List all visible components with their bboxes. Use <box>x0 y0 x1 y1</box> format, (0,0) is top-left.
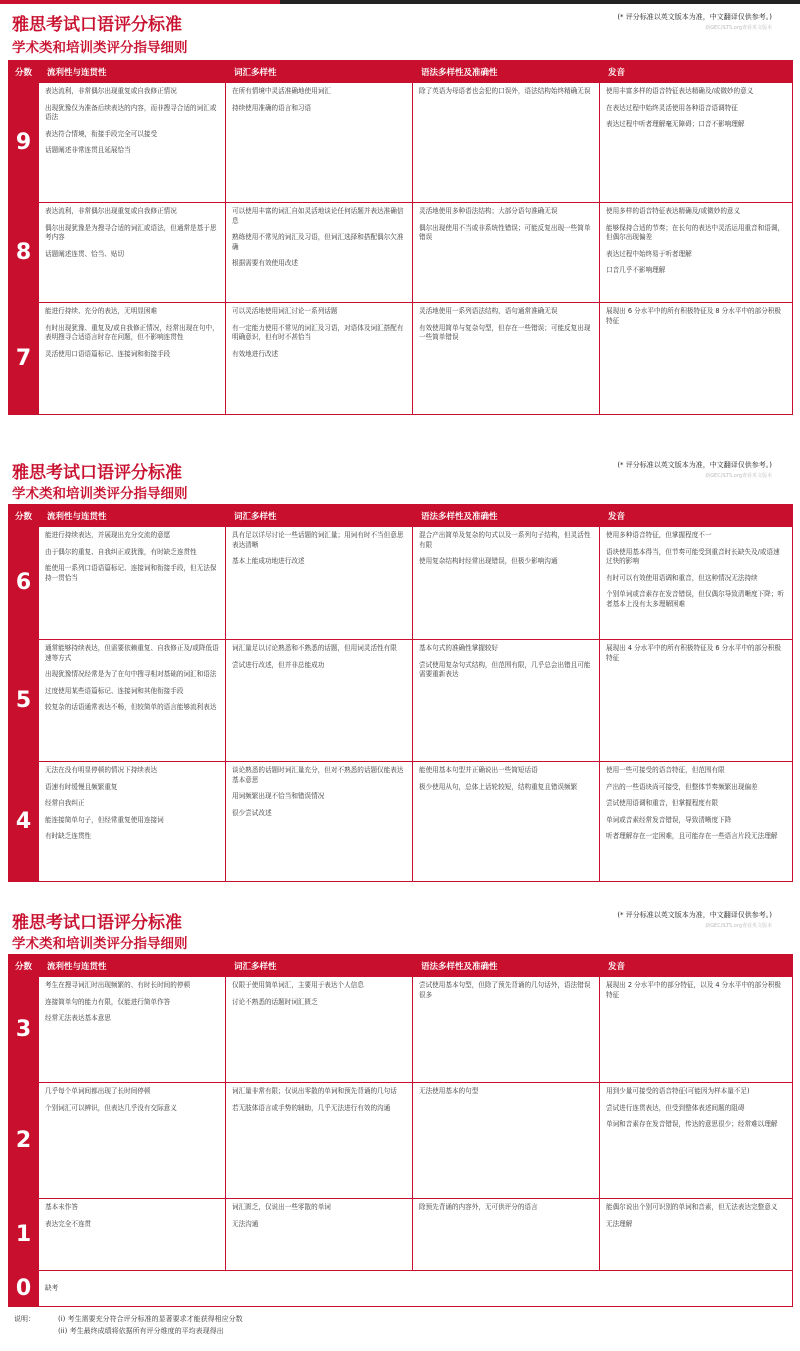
table-row <box>9 977 793 1083</box>
descriptor-text: 词汇匮乏，仅说出一些零散的单词 <box>232 1203 331 1211</box>
table-row <box>9 1199 793 1271</box>
descriptor-text: 展现出 2 分水平中的部分特征，以及 4 分水平中的部分积极特征 <box>606 981 782 999</box>
grammar-cell <box>413 527 600 640</box>
col-fluency: 流利性与连贯性 <box>39 505 226 527</box>
watermark: 新GEC/ILTS.org查看英文版本 <box>705 25 772 31</box>
grammar-cell <box>413 203 600 303</box>
descriptor-text: 展现出 6 分水平中的所有积极特征及 8 分水平中的部分积极特征 <box>606 307 782 325</box>
grammar-cell <box>413 640 600 762</box>
descriptor-text: 偶尔出现犹豫是为搜寻合适的词汇或语法，但通常是基于思考内容 <box>45 223 217 242</box>
col-grammar: 语法多样性及准确性 <box>413 955 600 977</box>
descriptor-text: 表达流利，非常偶尔出现重复或自我修正情况 <box>45 207 177 215</box>
translation-note: (* 评分标准以英文版本为准，中文翻译仅供参考。) <box>617 911 772 919</box>
fluency-cell <box>39 977 226 1083</box>
descriptor-text: 话题阐述连贯、恰当、贴切 <box>45 249 125 258</box>
descriptor-text: 尝试进行连贯表达，但受到整体表述间题的阻碍 <box>606 1103 745 1112</box>
descriptor-text: 混合产出简单及复杂的句式以及一系列句子结构，但灵活性有限 <box>419 531 591 549</box>
score-cell: 2 <box>9 1083 39 1199</box>
descriptor-text: 灵活地使用一系列语法结构，语句通常准确无误 <box>419 307 558 315</box>
descriptor-text: 尝试使用复杂句式结构，但范围有限，几乎总会出错且可能需要重新表达 <box>419 660 591 679</box>
descriptor-text: 过度使用某些语篇标记、连接词和其他衔接手段 <box>45 686 184 695</box>
score-cell: 5 <box>9 640 39 762</box>
descriptor-text: 词汇量非常有限；仅说出零散的单词和预先背诵的几句话 <box>232 1087 397 1095</box>
descriptor-text: 熟练使用不常见的词汇及习语，但词汇选择和搭配偶尔欠准确 <box>232 233 404 251</box>
table-row-zero <box>9 1271 793 1307</box>
descriptor-text: 几乎每个单词间都出现了长时间停顿 <box>45 1087 151 1095</box>
fluency-cell <box>39 83 226 203</box>
fluency-cell <box>39 762 226 882</box>
descriptor-text: 可以灵活地使用词汇讨论一系列话题 <box>232 307 338 315</box>
descriptor-text: 由于偶尔的重复、自我纠正或犹豫，有时缺乏连贯性 <box>45 547 197 556</box>
fluency-cell <box>39 203 226 303</box>
table-row <box>9 762 793 882</box>
descriptor-text: 表达流利，非常偶尔出现重复或自我修正情况 <box>45 87 177 95</box>
score-cell: 6 <box>9 527 39 640</box>
col-pronunciation: 发音 <box>600 61 793 83</box>
fluency-cell <box>39 1199 226 1271</box>
criteria-table <box>8 954 793 1307</box>
fluency-cell <box>39 640 226 762</box>
descriptor-text: 考生在搜寻词汇时出现频繁的、有时长时间的停顿 <box>45 981 191 989</box>
descriptor-text: 用到少量可接受的语音特征(可能因为样本量不足) <box>606 1087 750 1095</box>
page-title: 雅思考试口语评分标准 <box>12 463 182 483</box>
table-row <box>9 203 793 303</box>
col-score: 分数 <box>9 61 39 83</box>
col-fluency: 流利性与连贯性 <box>39 61 226 83</box>
descriptor-text: 有一定能力使用不常见的词汇及习语，对语体及词汇搭配有明确意识，但有时不甚恰当 <box>232 323 404 342</box>
page-title: 雅思考试口语评分标准 <box>12 913 182 933</box>
section-3 <box>8 904 792 1304</box>
col-fluency: 流利性与连贯性 <box>39 955 226 977</box>
pronunciation-cell <box>600 303 793 415</box>
table-header <box>9 505 793 527</box>
pronunciation-cell <box>600 762 793 882</box>
descriptor-text: 基本句式的准确性掌握较好 <box>419 644 499 652</box>
descriptor-text: 听者理解存在一定困难，且可能存在一些语言片段无法理解 <box>606 832 778 841</box>
descriptor-text: 尝试使用基本句型，但除了预先背诵的几句话外，语法错误很多 <box>419 981 591 999</box>
descriptor-text: 表达完全不连贯 <box>45 1219 92 1228</box>
col-grammar: 语法多样性及准确性 <box>413 61 600 83</box>
criteria-table <box>8 60 793 415</box>
descriptor-text: 较复杂的话语通常表达不畅，但较简单的语言能够流利表达 <box>45 703 217 712</box>
descriptor-text: 经常自我纠正 <box>45 799 85 808</box>
descriptor-text: 基本上能成功地进行改述 <box>232 557 305 566</box>
grammar-cell <box>413 762 600 882</box>
descriptor-text: 可以使用丰富的词汇自如灵活地谈论任何话题并表达准确信息 <box>232 207 404 225</box>
descriptor-text: 有时可以有效使用语调和重音，但这种情况无法持续 <box>606 573 758 582</box>
score-cell: 0 <box>9 1271 39 1307</box>
descriptor-text: 表达符合情境，衔接手段完全可以接受 <box>45 129 158 138</box>
table-row <box>9 303 793 415</box>
descriptor-text: 持续使用准确的语言和习语 <box>232 103 312 112</box>
descriptor-text: 根据需要有效使用改述 <box>232 259 298 268</box>
lexical-cell <box>226 762 413 882</box>
col-lexical: 词汇多样性 <box>226 505 413 527</box>
watermark: 新GEC/ILTS.org查看英文版本 <box>705 473 772 479</box>
grammar-cell <box>413 303 600 415</box>
descriptor-text: 除了英语为母语者也会犯的口误外，语法结构始终精确无误 <box>419 87 591 95</box>
col-pronunciation: 发音 <box>600 955 793 977</box>
descriptor-text: 极少使用从句，总体上话轮较短，结构重复且错误频繁 <box>419 782 578 791</box>
section-1 <box>8 6 792 426</box>
translation-note: (* 评分标准以英文版本为准，中文翻译仅供参考。) <box>617 461 772 469</box>
descriptor-text: 能使用一系列口语语篇标记、连接词和衔接手段，但无法保持一贯恰当 <box>45 564 217 582</box>
descriptor-text: 话题阐述非常连贯且延展恰当 <box>45 146 131 155</box>
col-score: 分数 <box>9 955 39 977</box>
descriptor-text: 能进行持续、充分的表达，无明显困难 <box>45 307 158 315</box>
descriptor-text: 单词或音素经常发音错误，导致清晰度下降 <box>606 815 732 824</box>
descriptor-text: 个别单词或音素存在发音错误，但仅偶尔导致清晰度下降；听者基本上没有太多理解困难 <box>606 590 785 608</box>
descriptor-text: 灵活使用口语语篇标记、连接词和衔接手段 <box>45 349 171 358</box>
descriptor-text: 若无肢体语言或手势的辅助，几乎无法进行有效的沟通 <box>232 1103 391 1112</box>
footnote-label: 说明： <box>14 1315 35 1323</box>
descriptor-text: 无法使用基本的句型 <box>419 1087 479 1095</box>
descriptor-text: 出现犹豫仅为准备后续表达的内容，而非搜寻合适的词汇或语法 <box>45 103 217 122</box>
descriptor-text: 使用丰富多样的语音特征表达精确及/或微妙的意义 <box>606 87 754 95</box>
descriptor-text: 讨论不熟悉的话题时词汇匮乏 <box>232 997 318 1006</box>
descriptor-text: 在所有情境中灵活准确地使用词汇 <box>232 87 331 95</box>
descriptor-text: 有时出现犹豫、重复及/或自我修正情况，经常出现在句中，表明搜寻合适语言时存在问题，但不影响连贯性 <box>45 323 219 342</box>
col-lexical: 词汇多样性 <box>226 955 413 977</box>
col-grammar: 语法多样性及准确性 <box>413 505 600 527</box>
descriptor-text: 无法理解 <box>606 1219 633 1228</box>
lexical-cell <box>226 203 413 303</box>
descriptor-text: 灵活地使用多种语法结构；大部分语句准确无误 <box>419 207 558 215</box>
pronunciation-cell <box>600 527 793 640</box>
page-subtitle: 学术类和培训类评分指导细则 <box>12 936 188 952</box>
descriptor-text: 表达过程中始终易于听者理解 <box>606 249 692 258</box>
descriptor-text: 有时缺乏连贯性 <box>45 832 92 841</box>
col-score: 分数 <box>9 505 39 527</box>
page-title: 雅思考试口语评分标准 <box>12 15 182 35</box>
descriptor-text: 有效使用简单与复杂句型，但存在一些错误；可能反复出现一些简单错误 <box>419 323 591 342</box>
pronunciation-cell <box>600 1199 793 1271</box>
table-row <box>9 1083 793 1199</box>
descriptor-text: 在表达过程中始终灵活使用各种语音语调特征 <box>606 103 738 112</box>
descriptor-text: 有效地进行改述 <box>232 349 279 358</box>
translation-note: (* 评分标准以英文版本为准，中文翻译仅供参考。) <box>617 13 772 21</box>
score-cell: 1 <box>9 1199 39 1271</box>
pronunciation-cell <box>600 203 793 303</box>
lexical-cell <box>226 83 413 203</box>
descriptor-text: 词汇量足以讨论熟悉和不熟悉的话题，但用词灵活性有限 <box>232 644 397 652</box>
score-cell: 7 <box>9 303 39 415</box>
descriptor-text: 口音几乎不影响理解 <box>606 266 666 275</box>
pronunciation-cell <box>600 640 793 762</box>
zero-text: 缺考 <box>39 1271 793 1307</box>
descriptor-text: 出现犹豫情况经常是为了在句中搜寻相对基础的词汇和语法 <box>45 670 217 679</box>
score-cell: 3 <box>9 977 39 1083</box>
descriptor-text: 使用复杂结构时经常出现错误，但极少影响沟通 <box>419 557 558 566</box>
descriptor-text: 基本未作答 <box>45 1203 78 1211</box>
descriptor-text: 使用一些可接受的语音特征，但范围有限 <box>606 766 725 774</box>
score-cell: 9 <box>9 83 39 203</box>
section-2 <box>8 454 792 894</box>
top-bar <box>0 0 800 4</box>
footnote-item: (ii) 考生最终成绩将依据所有评分维度的平均表现得出 <box>58 1327 224 1335</box>
fluency-cell <box>39 303 226 415</box>
pronunciation-cell <box>600 83 793 203</box>
col-pronunciation: 发音 <box>600 505 793 527</box>
descriptor-text: 展现出 4 分水平中的所有积极特征及 6 分水平中的部分积极特征 <box>606 644 782 662</box>
descriptor-text: 使用多样的语音特征表达精确及/或微妙的意义 <box>606 207 741 215</box>
table-row <box>9 527 793 640</box>
lexical-cell <box>226 527 413 640</box>
score-cell: 4 <box>9 762 39 882</box>
descriptor-text: 个别词汇可以辨识，但表达几乎没有交际意义 <box>45 1103 177 1112</box>
criteria-table <box>8 504 793 882</box>
descriptor-text: 无法在没有明显停顿的情况下持续表达 <box>45 766 158 774</box>
footnote-item: (i) 考生需要充分符合评分标准的显著要求才能获得相应分数 <box>58 1315 243 1323</box>
descriptor-text: 通常能够持续表达，但需要依赖重复、自我修正及/或降低语速等方式 <box>45 644 219 662</box>
descriptor-text: 语速有时缓慢且频繁重复 <box>45 782 118 791</box>
footnotes <box>14 1314 714 1346</box>
lexical-cell <box>226 1083 413 1199</box>
grammar-cell <box>413 977 600 1083</box>
pronunciation-cell <box>600 1083 793 1199</box>
page-subtitle: 学术类和培训类评分指导细则 <box>12 486 188 502</box>
page-subtitle: 学术类和培训类评分指导细则 <box>12 40 188 56</box>
descriptor-text: 尝试进行改述，但并非总能成功 <box>232 660 325 669</box>
grammar-cell <box>413 1199 600 1271</box>
descriptor-text: 尝试使用语调和重音，但掌握程度有限 <box>606 799 719 808</box>
descriptor-text: 单词和音素存在发音错误，传达的意思很少；经常难以理解 <box>606 1120 778 1129</box>
table-header <box>9 61 793 83</box>
fluency-cell <box>39 527 226 640</box>
fluency-cell <box>39 1083 226 1199</box>
descriptor-text: 能够保持合适的节奏；在长句的表达中灵活运用重音和语调，但偶尔出现偏差 <box>606 223 785 242</box>
descriptor-text: 无法沟通 <box>232 1219 259 1228</box>
descriptor-text: 仅限于使用简单词汇，主要用于表达个人信息 <box>232 981 364 989</box>
watermark: 新GEC/ILTS.org查看英文版本 <box>705 923 772 929</box>
table-row <box>9 83 793 203</box>
descriptor-text: 除预先背诵的内容外，无可供评分的语言 <box>419 1203 538 1211</box>
descriptor-text: 能进行持续表达，并展现出充分交流的意愿 <box>45 531 171 539</box>
col-lexical: 词汇多样性 <box>226 61 413 83</box>
descriptor-text: 使用多种语音特征，但掌握程度不一 <box>606 531 712 539</box>
lexical-cell <box>226 303 413 415</box>
descriptor-text: 谈论熟悉的话题时词汇量充分，但对不熟悉的话题仅能表达基本意思 <box>232 766 404 784</box>
descriptor-text: 用词频繁出现不恰当和错误情况 <box>232 792 325 801</box>
lexical-cell <box>226 977 413 1083</box>
descriptor-text: 表达过程中听者理解毫无障碍；口音不影响理解 <box>606 120 745 129</box>
descriptor-text: 语块使用基本得当，但节奏可能受到重音时长缺失及/或语速过快的影响 <box>606 547 780 566</box>
lexical-cell <box>226 640 413 762</box>
grammar-cell <box>413 83 600 203</box>
descriptor-text: 能连接简单句子，但经常重复使用连接词 <box>45 815 164 824</box>
lexical-cell <box>226 1199 413 1271</box>
table-row <box>9 640 793 762</box>
descriptor-text: 很少尝试改述 <box>232 808 272 817</box>
pronunciation-cell <box>600 977 793 1083</box>
descriptor-text: 偶尔出现使用不当或非系统性错误；可能反复出现一些简单错误 <box>419 223 591 242</box>
table-header <box>9 955 793 977</box>
descriptor-text: 经常无法表达基本意思 <box>45 1014 111 1023</box>
descriptor-text: 连接简单句的能力有限，仅能进行简单作答 <box>45 997 171 1006</box>
descriptor-text: 具有足以详尽讨论一些话题的词汇量；用词有时不当但意思表达清晰 <box>232 531 404 549</box>
grammar-cell <box>413 1083 600 1199</box>
descriptor-text: 能使用基本句型并正确说出一些简短话语 <box>419 766 538 774</box>
descriptor-text: 产出的一些语块尚可接受，但整体节奏频繁出现偏差 <box>606 782 758 791</box>
descriptor-text: 能偶尔说出个别可识别的单词和音素，但无法表达完整意义 <box>606 1203 778 1211</box>
score-cell: 8 <box>9 203 39 303</box>
